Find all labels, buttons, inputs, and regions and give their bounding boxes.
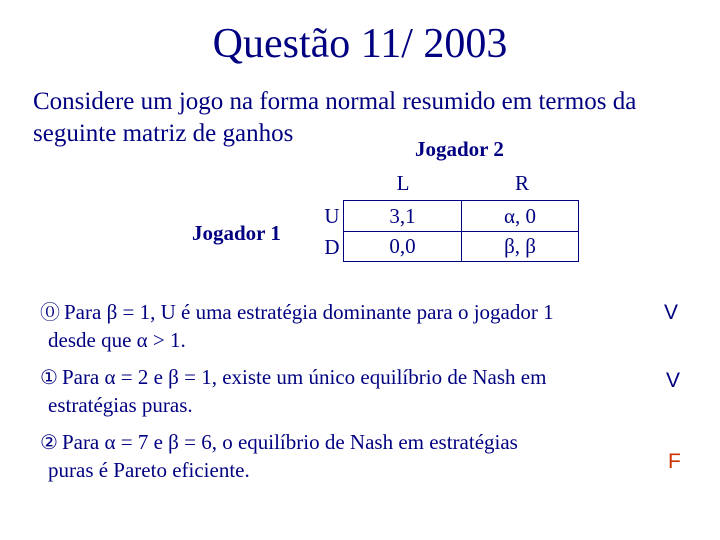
statement-1-verdict: V xyxy=(666,369,681,392)
statement-2 xyxy=(40,428,640,484)
statement-2-marker: ② xyxy=(40,430,58,454)
statement-0-line-1: Para β = 1, U é uma estratégia dominante para o jogador 1 xyxy=(64,300,554,324)
intro-line-2: seguinte matriz de ganhos xyxy=(33,120,294,147)
row-header-U: U xyxy=(324,204,340,228)
intro-line-1: Considere um jogo na forma normal resumido em termos da xyxy=(33,88,637,115)
slide-title: Questão 11/ 2003 xyxy=(212,21,508,67)
statement-2-line-2: puras é Pareto eficiente. xyxy=(48,458,250,482)
statement-1-marker: ① xyxy=(40,365,58,389)
row-header-D: D xyxy=(324,235,340,259)
statement-2-line-1: Para α = 7 e β = 6, o equilíbrio de Nash em estratégias xyxy=(61,430,518,454)
payoff-cell-U-R: α, 0 xyxy=(461,201,579,232)
statement-0 xyxy=(40,298,640,354)
payoff-cell-D-L: 0,0 xyxy=(344,231,462,262)
statement-1-line-2: estratégias puras. xyxy=(48,393,193,417)
player-2-label: Jogador 2 xyxy=(415,137,504,161)
statement-0-marker: ⓪ xyxy=(40,300,60,324)
column-header-R: R xyxy=(514,171,529,195)
column-header-L: L xyxy=(396,171,410,195)
intro-text xyxy=(33,86,693,150)
statement-1 xyxy=(40,363,640,419)
payoff-matrix xyxy=(343,200,579,262)
statement-2-verdict: F xyxy=(668,450,681,473)
payoff-cell-U-L: 3,1 xyxy=(344,201,462,232)
statement-1-line-1: Para α = 2 e β = 1, existe um único equilíbrio de Nash em xyxy=(61,365,547,389)
statement-0-verdict: V xyxy=(664,301,679,324)
payoff-cell-D-R: β, β xyxy=(504,234,536,258)
statement-0-line-2: desde que α > 1. xyxy=(48,328,186,352)
player-1-label: Jogador 1 xyxy=(192,221,281,245)
